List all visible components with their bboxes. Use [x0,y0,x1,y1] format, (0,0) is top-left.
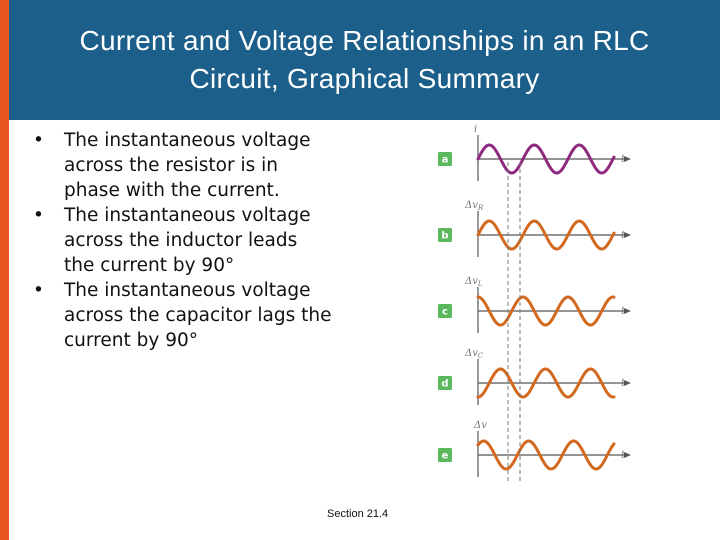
vertical-axis-label: $\Delta v_C$ [465,348,484,360]
bullet-glyph: • [33,280,44,301]
bullet-line: across the resistor is in [64,155,279,176]
bullet-line: across the inductor leads [64,230,298,251]
bullet-line: The instantaneous voltage [64,280,311,301]
axis-label-subscript: R [477,204,484,212]
axis-label-subscript: C [477,352,484,360]
bullet-list [30,128,360,353]
time-axis-label: t [621,306,626,317]
vertical-axis-label: $\Delta v_R$ [465,200,484,212]
panel-tag-label: b [441,230,449,242]
bullet-item-capacitor [30,278,360,353]
vertical-axis-label: Δv [474,420,487,431]
time-axis-arrow [624,156,631,162]
bullet-item-inductor [30,203,360,278]
time-axis-label: t [621,230,626,241]
title-banner [9,0,720,120]
bullet-line: current by 90° [64,330,198,351]
bullet-line: phase with the current. [64,180,280,201]
panel-tag-label: e [441,450,449,462]
time-axis-arrow [624,308,631,314]
bullet-glyph: • [33,130,44,151]
vertical-axis-label: $\Delta v_L$ [465,276,483,288]
panel-tag-label: c [442,306,448,318]
time-axis-label: t [621,378,626,389]
time-axis-label: t [621,450,626,461]
bullet-line: across the capacitor lags the [64,305,332,326]
time-axis-arrow [624,452,631,458]
time-axis-arrow [624,380,631,386]
section-footer: Section 21.4 [327,508,389,520]
bullet-line: the current by 90° [64,255,235,276]
bullet-line: The instantaneous voltage [64,205,311,226]
slide-title-line-2: Circuit, Graphical Summary [189,63,540,94]
bullet-line: The instantaneous voltage [64,130,311,151]
vertical-axis-label: i [474,124,478,135]
panel-tag-label: d [441,378,449,390]
accent-bar [0,0,9,540]
time-axis-arrow [624,232,631,238]
rlc-waveform-figure [428,122,638,490]
bullet-item-resistor [30,128,360,203]
time-axis-label: t [621,154,626,165]
panel-tag-label: a [441,154,449,166]
bullet-glyph: • [33,205,44,226]
slide-title-line-1: Current and Voltage Relationships in an RLC [79,25,650,56]
axis-label-subscript: L [477,280,483,288]
